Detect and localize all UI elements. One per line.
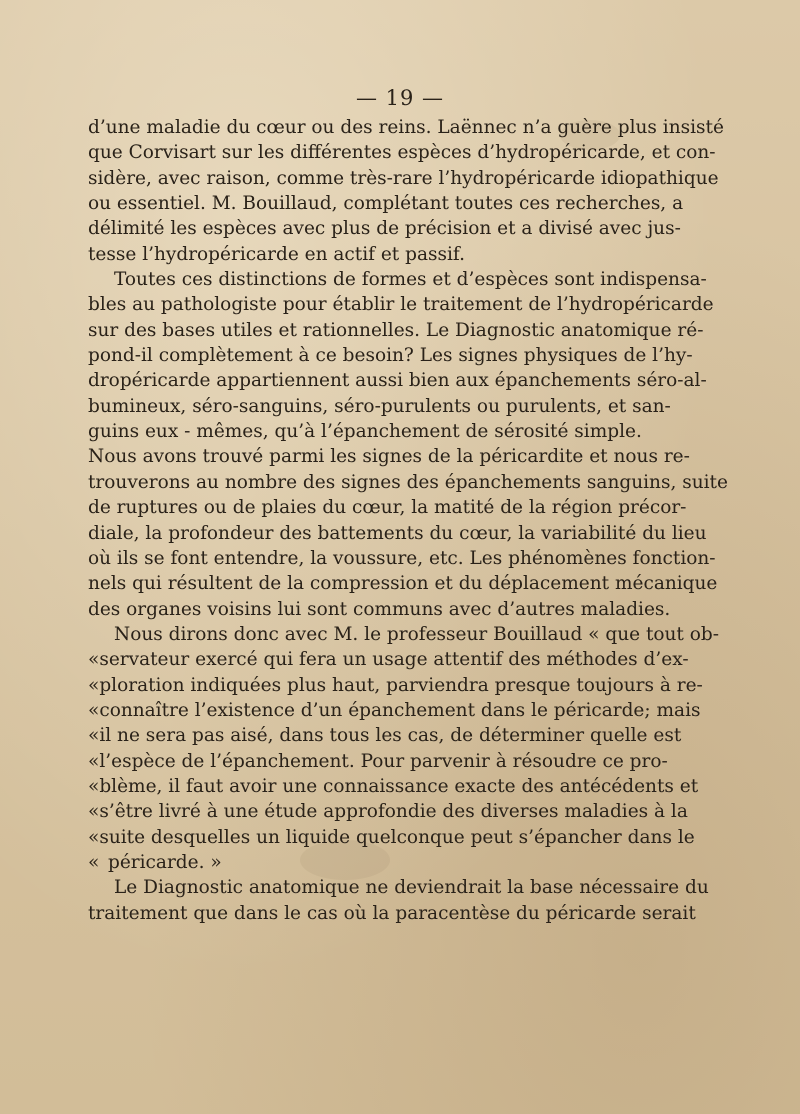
text-line: bles au pathologiste pour établir le traitement de l’hydropéricarde — [88, 294, 714, 316]
quote-text: péricarde. » — [108, 851, 222, 873]
quote-mark: « — [88, 851, 100, 873]
text-line: tesse l’hydropéricarde en actif et passif. — [88, 243, 465, 265]
body-text — [88, 115, 728, 926]
quote-text: l’espèce de l’épanchement. Pour parvenir à résoudre ce pro- — [99, 750, 668, 772]
text-line: Le Diagnostic anatomique ne deviendrait la base nécessaire du — [114, 877, 709, 899]
text-line: diale, la profondeur des battements du cœur, la variabilité du lieu — [88, 522, 707, 544]
text-line: de ruptures ou de plaies du cœur, la matité de la région précor- — [88, 497, 687, 519]
quote-text: il ne sera pas aisé, dans tous les cas, de déterminer quelle est — [99, 725, 682, 747]
quote-line — [88, 723, 682, 748]
text-line: sidère, avec raison, comme très-rare l’hydropéricarde idiopathique — [88, 167, 719, 189]
text-line: sur des bases utiles et rationnelles. Le Diagnostic anatomique ré- — [88, 319, 704, 341]
quote-line — [88, 698, 701, 723]
quote-text: blème, il faut avoir une connaissance exacte des antécédents et — [99, 775, 699, 797]
quote-text: suite desquelles un liquide quelconque peut s’épancher dans le — [99, 826, 695, 848]
quote-mark: « — [88, 826, 100, 848]
text-line: bumineux, séro-sanguins, séro-purulents ou purulents, et san- — [88, 395, 671, 417]
text-line: trouverons au nombre des signes des épanchements sanguins, suite — [88, 471, 728, 493]
text-line: Nous avons trouvé parmi les signes de la péricardite et nous re- — [88, 446, 690, 468]
quote-line — [88, 799, 688, 824]
text-line: guins eux - mêmes, qu’à l’épanchement de sérosité simple. — [88, 421, 642, 443]
text-line: nels qui résultent de la compression et du déplacement mécanique — [88, 573, 718, 595]
quote-mark: « — [88, 750, 100, 772]
text-line: pond-il complètement à ce besoin? Les signes physiques de l’hy- — [88, 345, 693, 367]
text-line: d’une maladie du cœur ou des reins. Laënnec n’a guère plus insisté — [88, 117, 724, 138]
text-line: Nous dirons donc avec M. le professeur Bouillaud « que tout ob- — [114, 623, 719, 645]
text-line: où ils se font entendre, la voussure, etc. Les phénomènes fonction- — [88, 547, 716, 569]
quote-text: ploration indiquées plus haut, parviendra presque toujours à re- — [99, 674, 703, 696]
quote-mark: « — [88, 649, 100, 671]
text-line: dropéricarde appartiennent aussi bien aux épanchements séro-al- — [88, 370, 707, 392]
quote-line — [88, 850, 640, 875]
quote-mark: « — [88, 775, 100, 797]
text-line: que Corvisart sur les différentes espèces d’hydropéricarde, et con- — [88, 142, 716, 164]
quote-mark: « — [88, 699, 100, 721]
quote-mark: « — [88, 725, 100, 747]
quote-line — [88, 749, 668, 774]
text-line: des organes voisins lui sont communs avec d’autres maladies. — [88, 598, 671, 620]
text-line: délimité les espèces avec plus de précision et a divisé avec jus- — [88, 218, 681, 240]
quote-line — [88, 647, 689, 672]
quote-text: s’être livré à une étude approfondie des diverses maladies à la — [99, 801, 688, 823]
quote-text: servateur exercé qui fera un usage attentif des méthodes d’ex- — [99, 649, 689, 671]
quote-line — [88, 673, 703, 698]
quote-line — [88, 774, 699, 799]
quote-line — [88, 825, 695, 850]
text-line: Toutes ces distinctions de formes et d’espèces sont indispensa- — [114, 269, 707, 291]
text-line: traitement que dans le cas où la paracentèse du péricarde serait — [88, 902, 696, 924]
text-line: ou essentiel. M. Bouillaud, complétant toutes ces recherches, a — [88, 193, 684, 215]
quote-mark: « — [88, 674, 100, 696]
page-number: — 19 — — [355, 86, 445, 110]
quote-mark: « — [88, 801, 100, 823]
quote-text: connaître l’existence d’un épanchement dans le péricarde; mais — [99, 699, 701, 721]
